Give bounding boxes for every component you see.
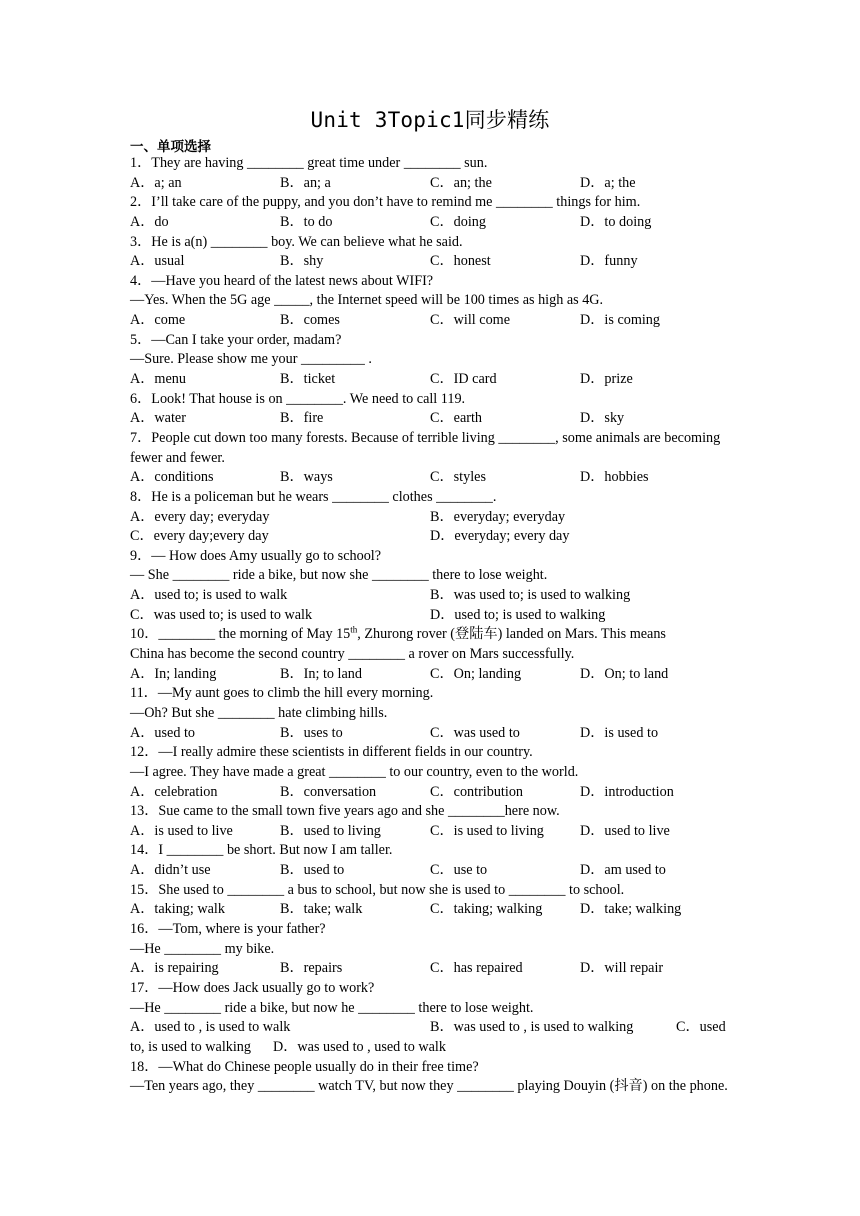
option-a: A．a; an [130, 174, 182, 191]
option-b: B．was used to , is used to walking [430, 1019, 634, 1036]
option-b: B．conversation [280, 783, 377, 800]
option-c: C．On; landing [430, 665, 522, 682]
question-stem: 15．She used to ________ a bus to school, but now she is used to ________ to school. [130, 881, 625, 898]
option-row [130, 409, 732, 429]
option-d: D．On; to land [580, 665, 669, 682]
option-c: C．taking; walking [430, 901, 543, 918]
option-c: C．is used to living [430, 822, 544, 839]
option-a: A．taking; walk [130, 901, 225, 918]
option-row [130, 252, 732, 272]
question-stem: 4．—Have you heard of the latest news about WIFI? [130, 272, 434, 289]
option-a: A．used to , is used to walk [130, 1019, 291, 1036]
option-a: A．do [130, 213, 169, 230]
option-d: D．is coming [580, 312, 660, 329]
option-b: B．was used to; is used to walking [430, 587, 631, 604]
option-d: D．a; the [580, 174, 636, 191]
option-a: A．menu [130, 371, 186, 388]
option-a: A．is used to live [130, 822, 233, 839]
option-b: B．shy [280, 253, 324, 270]
question-stem-line2: —Sure. Please show me your _________ . [130, 351, 372, 368]
question-stem: 17．—How does Jack usually go to work? [130, 979, 375, 996]
option-c: C．was used to [430, 724, 520, 741]
option-b: B．used to [280, 862, 345, 879]
option-a: A．In; landing [130, 665, 217, 682]
option-row [130, 586, 732, 606]
option-c: C．will come [430, 312, 510, 329]
option-a: A．celebration [130, 783, 218, 800]
question-stem [130, 625, 732, 645]
option-a: A．come [130, 312, 186, 329]
option-b: B．comes [280, 312, 340, 329]
option-b: B．uses to [280, 724, 343, 741]
option-d: D．is used to [580, 724, 659, 741]
option-c: C．doing [430, 213, 486, 230]
option-b: B．ticket [280, 371, 336, 388]
question-stem-line2: — She ________ ride a bike, but now she ________ there to lose weight. [130, 567, 548, 584]
option-row [130, 1018, 732, 1038]
question-stem-line2: —Ten years ago, they ________ watch TV, but now they ________ playing Douyin (抖音) on the phone. [130, 1078, 728, 1095]
option-d: D．was used to , used to walk [272, 1038, 446, 1055]
option-b: B．take; walk [280, 901, 363, 918]
question-stem: 7．People cut down too many forests. Because of terrible living ________, some animals are becoming fewer and fewer. [130, 429, 721, 466]
option-row-continued [130, 1038, 732, 1058]
option-row [130, 665, 732, 685]
option-b: B．ways [280, 469, 333, 486]
option-a: A．used to; is used to walk [130, 587, 288, 604]
question-stem-line2: —Yes. When the 5G age _____, the Internet speed will be 100 times as high as 4G. [130, 292, 604, 309]
option-c: C．honest [430, 253, 491, 270]
option-a: A．conditions [130, 469, 214, 486]
question-stem-line2: China has become the second country ________ a rover on Mars successfully. [130, 646, 575, 663]
option-d: D．sky [580, 410, 625, 427]
question-stem: 2．I’ll take care of the puppy, and you don’t have to remind me ________ things for him. [130, 194, 641, 211]
question-stem: 16．—Tom, where is your father? [130, 921, 326, 938]
option-row [130, 508, 732, 528]
option-a: A．used to [130, 724, 196, 741]
option-c: C．contribution [430, 783, 524, 800]
option-c: C．used [676, 1019, 726, 1036]
option-d: D．used to; is used to walking [430, 606, 606, 623]
option-c: C．has repaired [430, 960, 523, 977]
superscript: th [350, 624, 358, 635]
option-row [130, 213, 732, 233]
option-c: C．use to [430, 862, 488, 879]
option-d: D．take; walking [580, 901, 682, 918]
question-stem: 18．—What do Chinese people usually do in their free time? [130, 1058, 479, 1075]
question-stem: 13．Sue came to the small town five years ago and she ________here now. [130, 803, 560, 820]
question-stem-line2: —He ________ ride a bike, but now he ________ there to lose weight. [130, 999, 534, 1016]
question-stem-line2: —He ________ my bike. [130, 940, 275, 957]
question-stem: 6．Look! That house is on ________. We need to call 119. [130, 390, 466, 407]
question-stem: 1．They are having ________ great time under ________ sun. [130, 155, 488, 171]
option-row [130, 174, 732, 194]
option-a: A．is repairing [130, 960, 219, 977]
option-row [130, 900, 732, 920]
question-list [130, 154, 732, 1097]
option-b: B．repairs [280, 960, 343, 977]
option-c: C．was used to; is used to walk [130, 606, 313, 623]
option-a: A．water [130, 410, 186, 427]
option-d: D．used to live [580, 822, 670, 839]
option-b: B．to do [280, 213, 333, 230]
option-a: A．didn’t use [130, 862, 211, 879]
option-b: B．In; to land [280, 665, 362, 682]
option-d: D．prize [580, 371, 633, 388]
question-stem-line2: —Oh? But she ________ hate climbing hills. [130, 704, 388, 721]
option-c: C．styles [430, 469, 486, 486]
option-d: D．will repair [580, 960, 664, 977]
option-a: A．usual [130, 253, 185, 270]
option-d: D．everyday; every day [430, 528, 570, 545]
question-stem: 14．I ________ be short. But now I am taller. [130, 842, 393, 859]
option-c: C．every day;every day [130, 528, 269, 545]
option-c: C．earth [430, 410, 483, 427]
option-b: B．fire [280, 410, 324, 427]
option-row [130, 311, 732, 331]
page-title: Unit 3Topic1同步精练 [310, 108, 550, 132]
question-stem: 5．—Can I take your order, madam? [130, 331, 342, 348]
option-d: D．funny [580, 253, 638, 270]
option-row [130, 959, 732, 979]
option-d: D．am used to [580, 862, 666, 879]
section-heading: 一、单项选择 [130, 139, 211, 155]
question-stem-part: 10．________ the morning of May 15 [130, 626, 351, 643]
option-d: D．hobbies [580, 469, 649, 486]
option-row [130, 724, 732, 744]
option-row [130, 861, 732, 881]
option-b: B．everyday; everyday [430, 508, 566, 525]
option-row [130, 370, 732, 390]
question-stem: 9．— How does Amy usually go to school? [130, 547, 382, 564]
question-stem: 11．—My aunt goes to climb the hill every morning. [130, 685, 434, 702]
question-stem: 12．—I really admire these scientists in different fields in our country. [130, 744, 533, 761]
question-stem: 8．He is a policeman but he wears ________ clothes ________. [130, 488, 497, 505]
option-row [130, 783, 732, 803]
option-row [130, 527, 732, 547]
question-stem: 3．He is a(n) ________ boy. We can believe what he said. [130, 233, 463, 250]
option-b: B．an; a [280, 174, 331, 191]
option-c: C．ID card [430, 371, 497, 388]
option-c: C．an; the [430, 174, 492, 191]
question-stem-part: , Zhurong rover (登陆车) landed on Mars. This means [357, 626, 666, 643]
option-d: D．to doing [580, 213, 652, 230]
option-d: D．introduction [580, 783, 674, 800]
option-c-continued: to, is used to walking [130, 1038, 251, 1055]
option-b: B．used to living [280, 822, 381, 839]
question-stem-line2: —I agree. They have made a great ________ to our country, even to the world. [130, 763, 579, 780]
option-row [130, 468, 732, 488]
option-row [130, 606, 732, 626]
option-a: A．every day; everyday [130, 508, 270, 525]
option-row [130, 822, 732, 842]
